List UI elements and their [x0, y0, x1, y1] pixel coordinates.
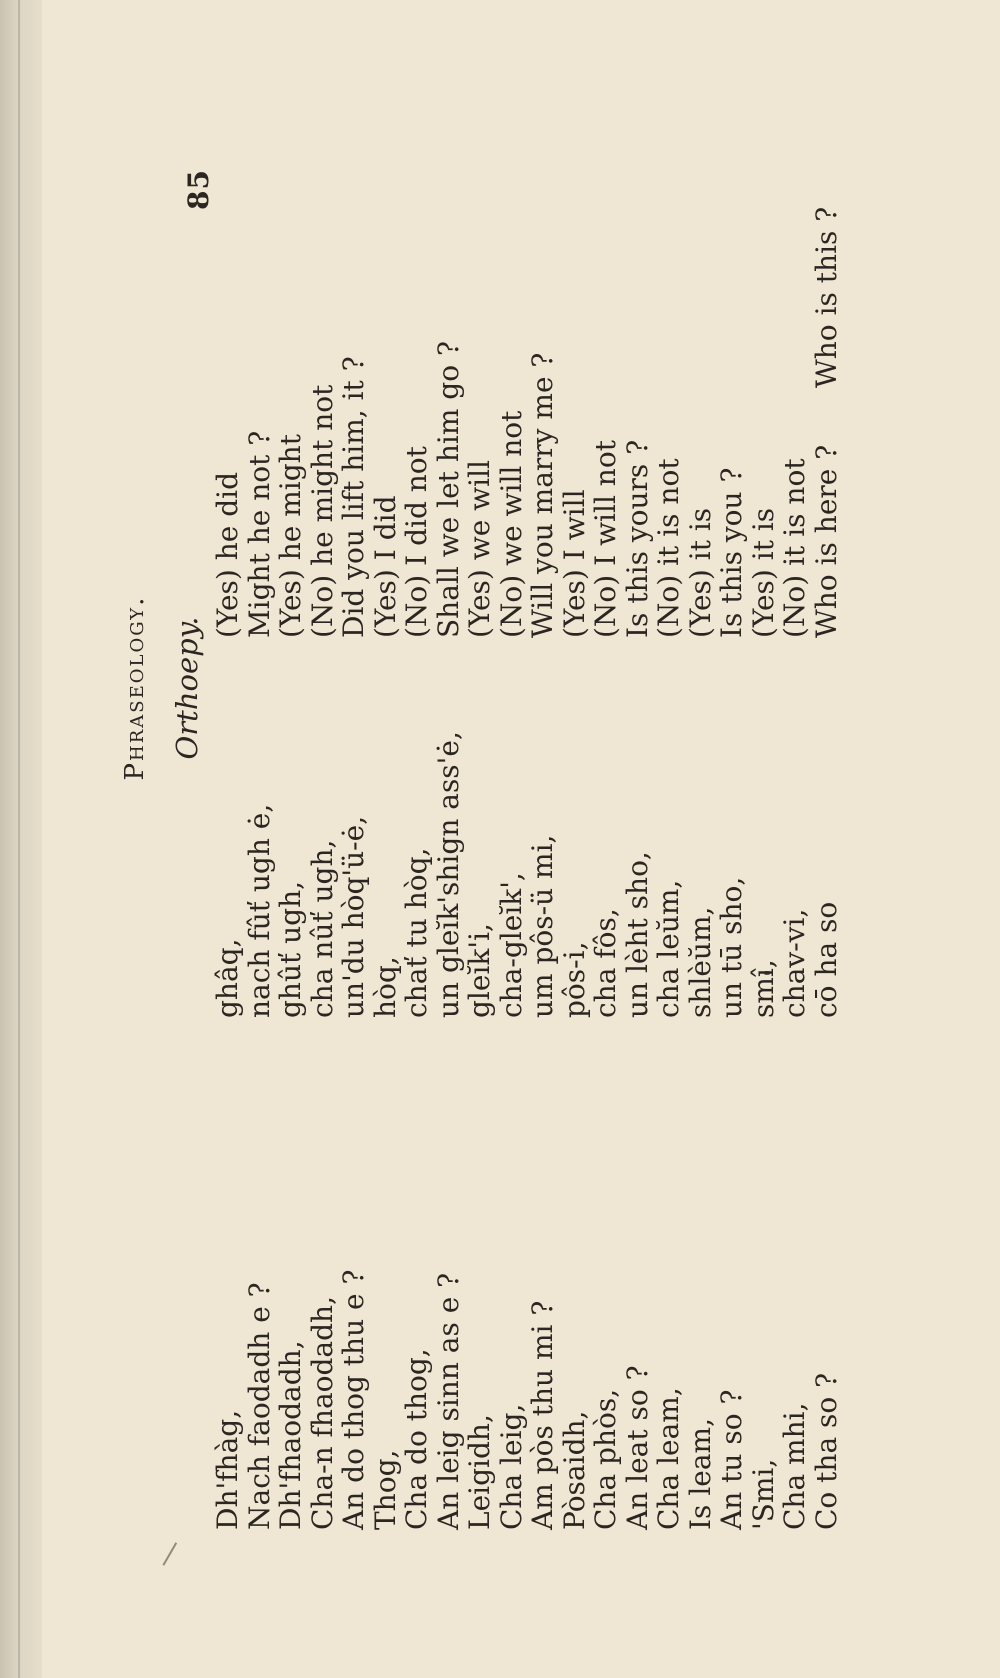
orthoepy-phrase: chav-vi, — [778, 908, 811, 1018]
gaelic-phrase: Cha phòs, — [589, 1388, 622, 1530]
orthoepy-phrase: cha-gleĭk', — [494, 872, 528, 1018]
gaelic-phrase: Am pòs thu mi ? — [526, 1300, 559, 1530]
gaelic-phrase: 'Smi, — [746, 1458, 780, 1530]
orthoepy-phrase: un gleĭk'shign ass'ė, — [431, 731, 465, 1018]
gaelic-phrase: Cha mhi, — [778, 1402, 811, 1530]
gaelic-phrase: Co tha so ? — [809, 1372, 843, 1530]
ink-mark — [162, 1542, 187, 1572]
english-column — [212, 341, 842, 638]
orthoepy-phrase: cha nûť ugh, — [305, 839, 339, 1018]
english-translation: Did you lift him, it ? — [337, 356, 370, 638]
english-translation: (No) we will not — [494, 410, 528, 638]
english-translation: (No) it is not — [778, 458, 811, 638]
english-translation: (Yes) we will — [463, 459, 496, 638]
gaelic-phrase: Nach faodadh e ? — [242, 1282, 276, 1530]
orthoepy-phrase: chať tu hòq, — [400, 847, 433, 1018]
english-translation: (Yes) he might — [274, 434, 307, 638]
gaelic-phrase: Cha-n fhaodadh, — [305, 1296, 339, 1530]
orthoepy-phrase: ghâq, — [211, 938, 244, 1018]
gaelic-phrase: Dh'fhàg, — [211, 1409, 244, 1530]
orthoepy-phrase: gleĭk'i, — [463, 923, 496, 1018]
english-translation: (Yes) I did — [368, 495, 402, 638]
english-translation: (Yes) it is — [746, 507, 780, 638]
orthoepy-column — [212, 731, 842, 1018]
english-translation: Will you marry me ? — [526, 352, 559, 638]
gaelic-phrase: Is leam, — [683, 1418, 717, 1530]
orthoepy-phrase: un lèht sho, — [620, 851, 654, 1018]
orthoepy-phrase: smî, — [746, 959, 780, 1018]
gaelic-phrase: An leat so ? — [620, 1365, 654, 1530]
orthoepy-phrase: un tū sho, — [715, 876, 748, 1018]
orthoepy-phrase: cō ha so — [809, 901, 843, 1018]
orthoepy-phrase: un'du hòq'ü-ė, — [337, 815, 370, 1018]
orthoepy-phrase: shlèŭm, — [683, 906, 717, 1018]
orthoepy-phrase: cha leŭm, — [652, 879, 685, 1018]
orthoepy-phrase: cha fôs, — [589, 908, 622, 1018]
gaelic-phrase: Thog, — [368, 1449, 402, 1530]
section-subtitle: Orthoepy. — [170, 616, 204, 760]
english-extra-line: Who is this ? — [810, 206, 843, 388]
english-translation: (No) I will not — [589, 440, 622, 638]
gaelic-phrase: Leigidh, — [463, 1414, 496, 1530]
page-number: 85 — [182, 169, 215, 210]
english-translation: (No) he might not — [305, 384, 339, 638]
english-translation: Shall we let him go ? — [431, 341, 465, 638]
english-translation: Might he not ? — [242, 430, 276, 638]
gaelic-phrase: An leig sinn as e ? — [431, 1272, 465, 1530]
orthoepy-phrase: ghûť ugh, — [274, 880, 307, 1018]
english-translation: Is this you ? — [715, 467, 748, 638]
gaelic-phrase: Dh'fhaodadh, — [274, 1340, 307, 1530]
english-translation: (No) I did not — [400, 446, 433, 638]
orthoepy-phrase: nach fûť ugh ė, — [242, 803, 276, 1018]
gaelic-phrase: Cha leig, — [494, 1403, 528, 1530]
orthoepy-phrase: um pôs-ü mi, — [526, 834, 559, 1018]
english-translation: Is this yours ? — [620, 439, 654, 638]
english-translation: (No) it is not — [652, 458, 685, 638]
gaelic-phrase: An do thog thu e ? — [337, 1269, 370, 1530]
gaelic-phrase: Pòsaidh, — [557, 1410, 591, 1530]
gaelic-phrase: An tu so ? — [715, 1389, 748, 1530]
gaelic-column — [212, 1269, 842, 1530]
page-title: Phraseology. — [120, 595, 150, 781]
english-translation: (Yes) I will — [557, 489, 591, 638]
english-translation: Who is here ? — [809, 444, 843, 638]
english-translation: (Yes) he did — [211, 471, 244, 638]
english-translation: (Yes) it is — [683, 507, 717, 638]
orthoepy-phrase: hòq, — [368, 956, 402, 1018]
gaelic-phrase: Cha do thog, — [400, 1348, 433, 1530]
gaelic-phrase: Cha leam, — [652, 1387, 685, 1530]
orthoepy-phrase: pôs-i, — [557, 941, 591, 1018]
